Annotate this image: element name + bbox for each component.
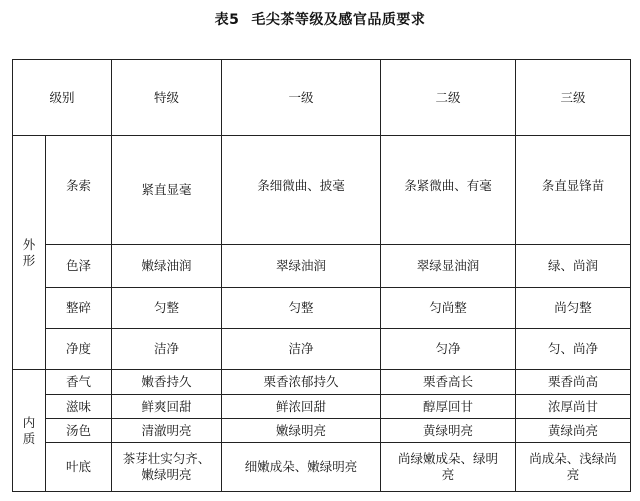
cell (222, 443, 381, 492)
group-appearance-char-1: 外 (22, 236, 36, 252)
row-label: 滋味 (46, 395, 112, 419)
row-label: 净度 (46, 329, 112, 370)
cell-text: 条紧微曲、有毫 (404, 178, 492, 193)
group-appearance (13, 136, 46, 370)
cell: 嫩香持久 (112, 370, 222, 395)
cell: 栗香尚高 (516, 370, 631, 395)
cell (381, 443, 516, 492)
row-label (46, 136, 112, 245)
table-row (13, 395, 631, 419)
cell-line: 茶芽壮实匀齐、 (122, 451, 211, 466)
row-label-text: 条索 (66, 178, 92, 193)
cell-line: 亮 (441, 467, 455, 482)
header-grade-special: 特级 (112, 60, 222, 136)
cell-text: 条细微曲、披毫 (257, 178, 345, 193)
header-grade-third: 三级 (516, 60, 631, 136)
cell-line: 嫩绿明亮 (141, 467, 192, 482)
group-internal (13, 370, 46, 492)
group-appearance-char-2: 形 (22, 252, 36, 268)
cell: 清澈明亮 (112, 419, 222, 443)
cell-line: 尚成朵、浅绿尚 (529, 451, 617, 466)
cell-text: 条直显锋苗 (541, 178, 605, 193)
row-label: 香气 (46, 370, 112, 395)
cell: 栗香高长 (381, 370, 516, 395)
row-label: 叶底 (46, 443, 112, 492)
header-grade-first: 一级 (222, 60, 381, 136)
cell: 匀、尚净 (516, 329, 631, 370)
cell-line: 细嫩成朵、嫩绿明亮 (244, 459, 358, 474)
cell (381, 136, 516, 245)
cell: 紧直显毫 (112, 136, 222, 245)
tea-grade-table (12, 59, 631, 492)
cell: 栗香浓郁持久 (222, 370, 381, 395)
cell (516, 443, 631, 492)
row-label: 色泽 (46, 245, 112, 288)
cell-line: 亮 (566, 467, 580, 482)
cell: 匀净 (381, 329, 516, 370)
header-level: 级别 (13, 60, 112, 136)
header-grade-second: 二级 (381, 60, 516, 136)
table-caption: 毛尖茶等级及感官品质要求 (251, 12, 426, 28)
table-row (13, 370, 631, 395)
table-row (13, 329, 631, 370)
cell: 匀整 (112, 288, 222, 329)
table-row (13, 419, 631, 443)
table-header-row (13, 60, 631, 136)
cell: 嫩绿明亮 (222, 419, 381, 443)
table-title (0, 9, 640, 29)
cell: 黄绿尚亮 (516, 419, 631, 443)
cell: 尚匀整 (516, 288, 631, 329)
table-row (13, 136, 631, 245)
cell: 绿、尚润 (516, 245, 631, 288)
cell: 黄绿明亮 (381, 419, 516, 443)
cell: 嫩绿油润 (112, 245, 222, 288)
cell: 翠绿显油润 (381, 245, 516, 288)
cell: 翠绿油润 (222, 245, 381, 288)
cell: 浓厚尚甘 (516, 395, 631, 419)
table-row (13, 443, 631, 492)
cell: 鲜爽回甜 (112, 395, 222, 419)
table-row (13, 245, 631, 288)
cell: 匀整 (222, 288, 381, 329)
cell: 醇厚回甘 (381, 395, 516, 419)
table-row (13, 288, 631, 329)
table-number: 表5 (214, 12, 240, 28)
cell: 洁净 (222, 329, 381, 370)
group-internal-char-1: 内 (22, 414, 36, 430)
group-internal-char-2: 质 (22, 430, 36, 446)
row-label: 汤色 (46, 419, 112, 443)
row-label: 整碎 (46, 288, 112, 329)
cell: 匀尚整 (381, 288, 516, 329)
cell: 洁净 (112, 329, 222, 370)
cell (112, 443, 222, 492)
cell: 鲜浓回甜 (222, 395, 381, 419)
cell-line: 尚绿嫩成朵、绿明 (398, 451, 499, 466)
cell (222, 136, 381, 245)
cell (516, 136, 631, 245)
